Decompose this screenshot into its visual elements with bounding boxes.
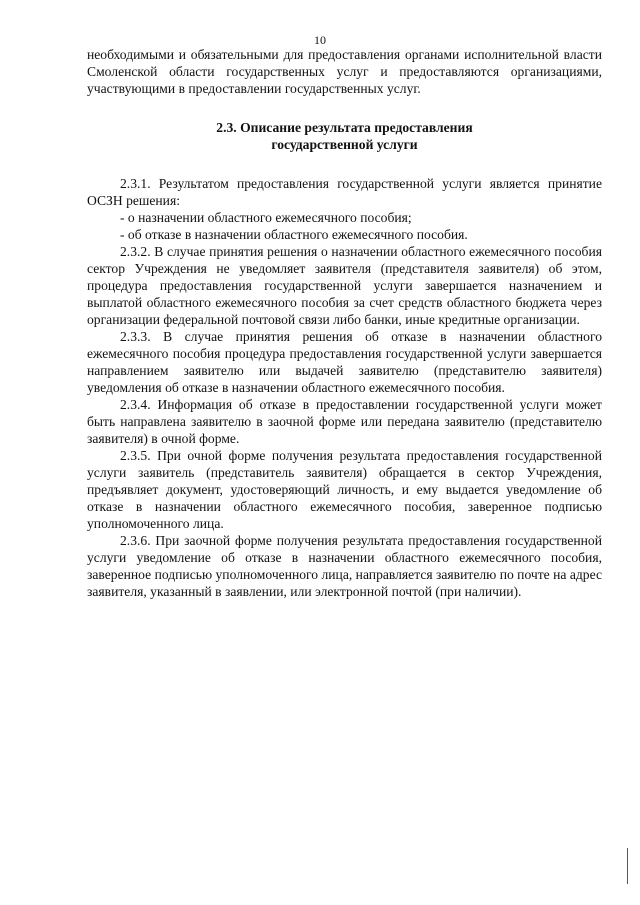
paragraph-2-3-1: 2.3.1. Результатом предоставления государственной услуги является принятие ОСЗН решения:: [87, 176, 602, 208]
bullet-item-2: - об отказе в назначении областного ежемесячного пособия.: [120, 227, 468, 242]
paragraph-2-3-5: 2.3.5. При очной форме получения результата предоставления государственной услуги заявитель (представитель заявителя) обращается в сектор Учреждения, предъявляет документ, удостоверяющий личность, и ему выдается уведомление об отказе в назначении областного ежемесячного пособия, заверенное подписью уполномоченного лица.: [87, 448, 602, 531]
paragraph-2-3-2: 2.3.2. В случае принятия решения о назначении областного ежемесячного пособия сектор Учреждения не уведомляет заявителя (представителя заявителя) об этом, процедура предоставления государственной услуги завершается назначением и выплатой областного ежемесячного пособия за счет средств областного бюджета через организации федеральной почтовой связи либо банки, иные кредитные организации.: [87, 244, 602, 327]
section-heading: [87, 119, 602, 153]
section-heading-line-2: государственной услуги: [271, 137, 418, 152]
scan-margin-mark: [627, 848, 628, 884]
section-heading-line-1: 2.3. Описание результата предоставления: [216, 120, 473, 135]
intro-paragraph: необходимыми и обязательными для предоставления органами исполнительной власти Смоленской области государственных услуг и предоставляются организациями, участвующими в предоставлении государственных услуг.: [87, 47, 602, 96]
document-body: [87, 46, 602, 600]
bullet-item-1: - о назначении областного ежемесячного пособия;: [120, 210, 412, 225]
paragraph-2-3-4: 2.3.4. Информация об отказе в предоставлении государственной услуги может быть направлена заявителю в заочной форме или передана заявителю (представителю заявителя) в очной форме.: [87, 397, 602, 446]
page-number: 10: [314, 33, 326, 47]
paragraph-2-3-6: 2.3.6. При заочной форме получения результата предоставления государственной услуги уведомление об отказе в назначении областного ежемесячного пособия, заверенное подписью уполномоченного лица, направляется заявителю по почте на адрес заявителя, указанный в заявлении, или электронной почтой (при наличии).: [87, 533, 602, 599]
paragraph-2-3-3: 2.3.3. В случае принятия решения об отказе в назначении областного ежемесячного пособия процедура предоставления государственной услуги завершается направлением заявителю или выдачей заявителю (представителю заявителя) уведомления об отказе в назначении областного ежемесячного пособия.: [87, 329, 602, 395]
